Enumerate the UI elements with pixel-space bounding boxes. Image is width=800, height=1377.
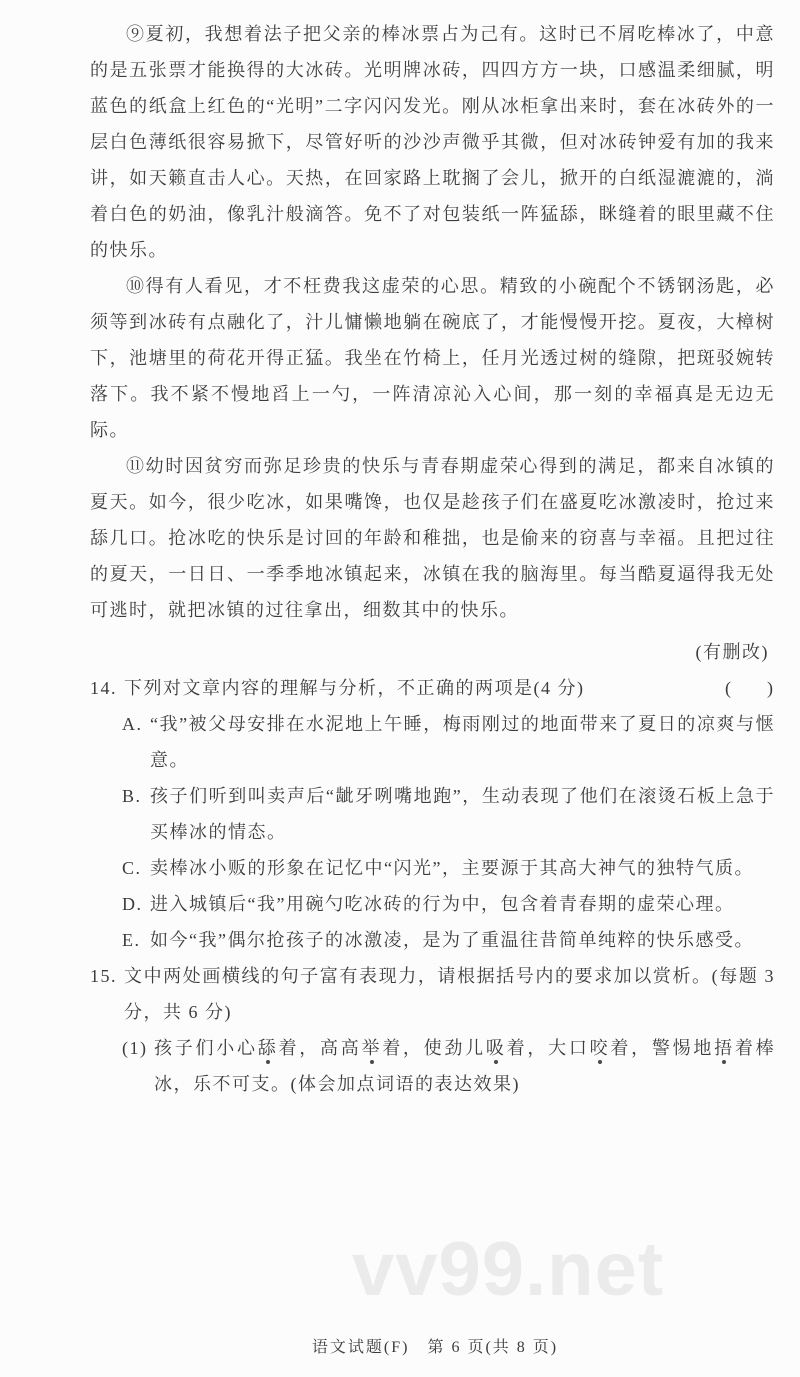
option-b-label: B. <box>122 786 142 806</box>
paragraph-9-marker: ⑨ <box>126 24 146 44</box>
option-a-label: A. <box>122 714 143 734</box>
article-paragraph-11 <box>90 448 775 628</box>
emphasized-char: 吸 <box>485 1038 507 1058</box>
option-e-text: 如今“我”偶尔抢孩子的冰激凌，是为了重温往昔简单纯粹的快乐感受。 <box>150 930 754 950</box>
site-watermark: vv99.net <box>352 1227 665 1312</box>
question-14-answer-brackets: ( ) <box>725 678 773 698</box>
attribution-note: (有删改) <box>695 642 769 662</box>
paragraph-10-text: 得有人看见，才不枉费我这虚荣的心思。精致的小碗配个不锈钢汤匙，必须等到冰砖有点融化了，汁儿慵懒地躺在碗底了，才能慢慢开挖。夏夜，大樟树下，池塘里的荷花开得正猛。我坐在竹椅上，任月光透过树的缝隙，把斑驳婉转落下。我不紧不慢地舀上一勺，一阵清凉沁入心间，那一刻的幸福真是无边无际。 <box>90 276 775 440</box>
article-paragraph-9 <box>90 16 775 268</box>
sub-item-1-text: 孩子们小心舔着，高高举着，使劲儿吸着，大口咬着，警惕地捂着棒冰，乐不可支。(体会加点词语的表达效果) <box>154 1038 776 1094</box>
paragraph-11-marker: ⑪ <box>126 456 146 476</box>
page-footer: 语文试题(F) 第 6 页(共 8 页) <box>311 1339 559 1356</box>
question-15 <box>90 958 775 1102</box>
paragraph-11-text: 幼时因贫穷而弥足珍贵的快乐与青春期虚荣心得到的满足，都来自冰镇的夏天。如今，很少吃冰，如果嘴馋，也仅是趁孩子们在盛夏吃冰激凌时，抢过来舔几口。抢冰吃的快乐是讨回的年龄和稚拙，也是偷来的窃喜与幸福。且把过往的夏天，一日日、一季季地冰镇起来，冰镇在我的脑海里。每当酷夏逼得我无处可逃时，就把冰镇的过往拿出，细数其中的快乐。 <box>90 456 775 620</box>
emphasized-char: 捂 <box>714 1038 735 1058</box>
article-paragraph-10 <box>90 268 775 448</box>
option-d-text: 进入城镇后“我”用碗勺吃冰砖的行为中，包含着青春期的虚荣心理。 <box>150 894 735 914</box>
question-15-sub-item-1 <box>122 1030 775 1102</box>
question-14-number: 14. <box>90 678 117 698</box>
question-14-options <box>122 706 775 958</box>
option-c <box>122 850 775 886</box>
option-d-label: D. <box>122 894 143 914</box>
question-14 <box>90 670 775 958</box>
option-b-text: 孩子们听到叫卖声后“龇牙咧嘴地跑”，生动表现了他们在滚烫石板上急于买棒冰的情态。 <box>150 786 775 842</box>
option-e-label: E. <box>122 930 141 950</box>
option-e <box>122 922 775 958</box>
exam-page-content <box>90 16 775 1102</box>
option-a-text: “我”被父母安排在水泥地上午睡，梅雨刚过的地面带来了夏日的凉爽与惬意。 <box>150 714 775 770</box>
paragraph-10-marker: ⑩ <box>126 276 146 296</box>
emphasized-char: 咬 <box>589 1038 611 1058</box>
question-15-stem-row <box>90 958 775 1030</box>
question-15-stem: 文中两处画横线的句子富有表现力，请根据括号内的要求加以赏析。(每题 3 分，共 6 分) <box>124 966 775 1022</box>
question-14-stem-row <box>90 670 775 706</box>
emphasized-char: 举 <box>361 1038 383 1058</box>
option-a <box>122 706 775 778</box>
paragraph-9-text: 夏初，我想着法子把父亲的棒冰票占为己有。这时已不屑吃棒冰了，中意的是五张票才能换得的大冰砖。光明牌冰砖，四四方方一块，口感温柔细腻，明蓝色的纸盒上红色的“光明”二字闪闪发光。刚从冰柜拿出来时，套在冰砖外的一层白色薄纸很容易掀下，尽管好听的沙沙声微乎其微，但对冰砖钟爱有加的我来讲，如天籁直击人心。天热，在回家路上耽搁了会儿，掀开的白纸湿漉漉的，淌着白色的奶油，像乳汁般滴答。免不了对包装纸一阵猛舔，眯缝着的眼里藏不住的快乐。 <box>90 24 775 260</box>
option-b <box>122 778 775 850</box>
emphasized-char: 舔 <box>257 1038 279 1058</box>
question-14-stem: 下列对文章内容的理解与分析，不正确的两项是(4 分) <box>124 678 585 698</box>
option-c-label: C. <box>122 858 142 878</box>
question-15-number: 15. <box>90 966 117 986</box>
sub-item-1-label: (1) <box>122 1038 148 1058</box>
option-c-text: 卖棒冰小贩的形象在记忆中“闪光”，主要源于其高大神气的独特气质。 <box>150 858 754 878</box>
option-d <box>122 886 775 922</box>
